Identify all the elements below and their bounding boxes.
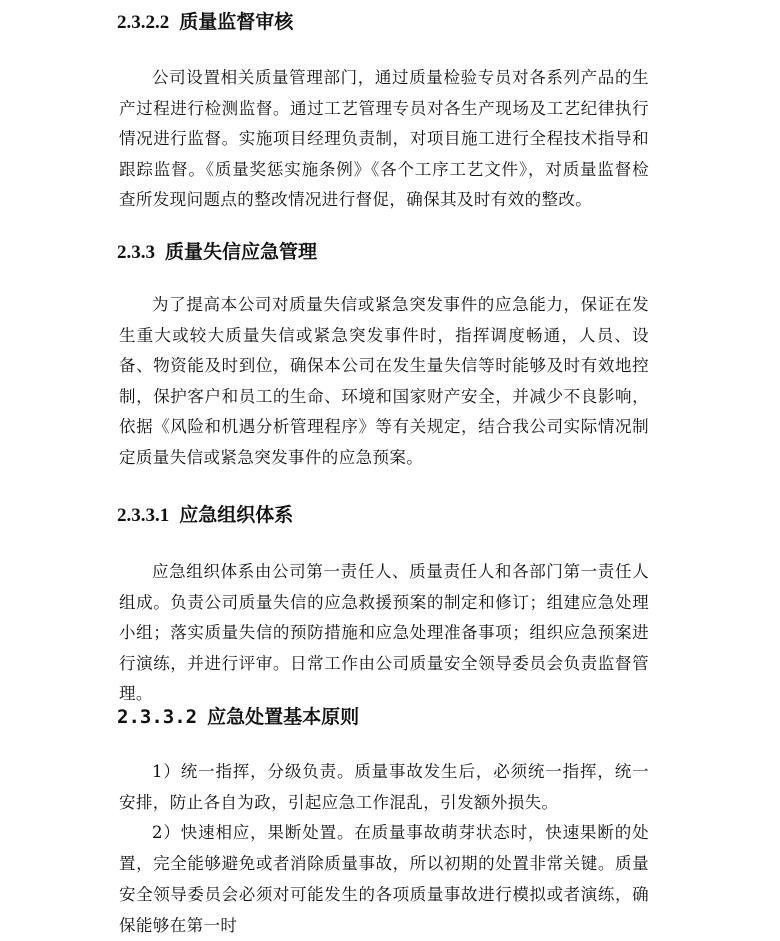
- paragraph-emergency-management: 为了提高本公司对质量失信或紧急突发事件的应急能力，保证在发生重大或较大质量失信或紧急突发事件时，指挥调度畅通，人员、设备、物资能及时到位，确保本公司在发生量失信等时能够及时有效地控制，保护客户和员工的生命、环境和国家财产安全，并减少不良影响，依据《风险和机遇分析管理程序》等有关规定，结合我公司实际情况制定质量失信或紧急突发事件的应急预案。: [119, 295, 649, 467]
- section-heading-2-3-3: [117, 240, 317, 265]
- section-title: 质量失信应急管理: [165, 241, 318, 263]
- section-number: 2.3.2.2: [117, 12, 170, 33]
- section-number: 2.3.3.2: [117, 706, 198, 728]
- paragraph-emergency-organization: 应急组织体系由公司第一责任人、质量责任人和各部门第一责任人组成。负责公司质量失信的应急救援预案的制定和修订；组建应急处理小组；落实质量失信的预防措施和应急处理准备事项；组织应急预案进行演练，并进行评审。日常工作由公司质量安全领导委员会负责监督管理。: [119, 562, 649, 703]
- section-title: 应急组织体系: [179, 504, 294, 526]
- section-number: 2.3.3.1: [117, 505, 170, 526]
- paragraph-principle-2: 2）快速相应，果断处置。在质量事故萌芽状态时，快速果断的处置，完全能够避免或者消除质量事故，所以初期的处置非常关键。质量安全领导委员会必须对可能发生的各项质量事故进行模拟或者演练，确保能够在第一时: [119, 823, 649, 935]
- section-heading-2-3-3-2: [117, 705, 359, 729]
- section-heading-2-3-2-2: [117, 10, 293, 35]
- section-number: 2.3.3: [117, 242, 155, 263]
- paragraph-principle-1: 1）统一指挥，分级负责。质量事故发生后，必须统一指挥，统一安排，防止各自为政，引起应急工作混乱，引发额外损失。: [119, 762, 649, 812]
- section-title: 质量监督审核: [179, 11, 294, 33]
- paragraph-quality-supervision: 公司设置相关质量管理部门，通过质量检验专员对各系列产品的生产过程进行检测监督。通过工艺管理专员对各生产现场及工艺纪律执行情况进行监督。实施项目经理负责制，对项目施工进行全程技术指导和跟踪监督。《质量奖惩实施条例》《各个工序工艺文件》，对质量监督检查所发现问题点的整改情况进行督促，确保其及时有效的整改。: [119, 68, 649, 209]
- section-heading-2-3-3-1: [117, 503, 293, 528]
- section-title: 应急处置基本原则: [207, 706, 360, 728]
